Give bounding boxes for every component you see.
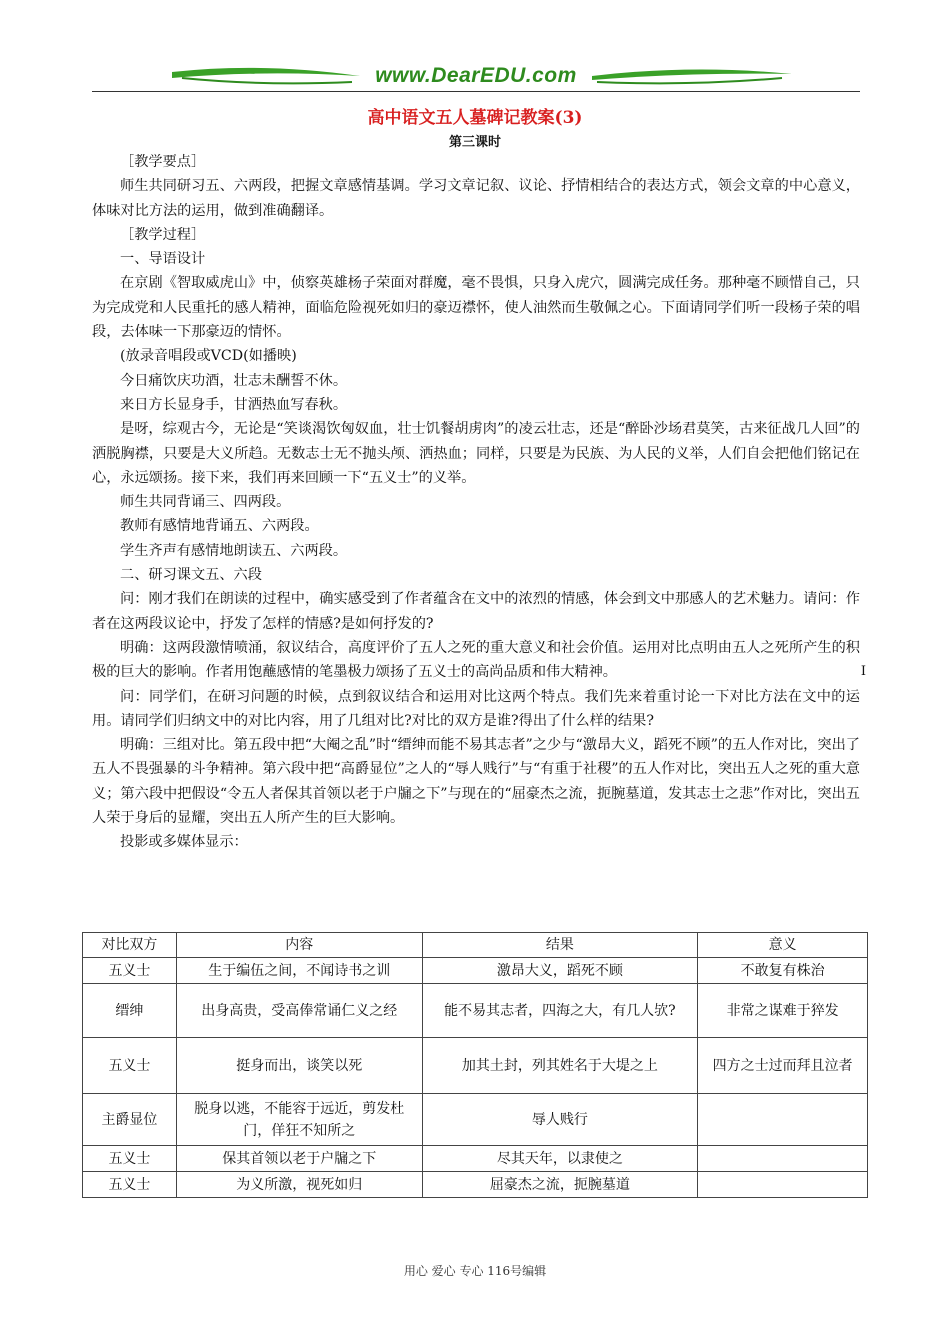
table-cell: 生于编伍之间，不闻诗书之训 [176, 958, 422, 984]
paragraph: 教师有感情地背诵五、六两段。 [120, 518, 319, 535]
paragraph [92, 636, 866, 685]
paragraph-text: 明确：这两段激情喷涌，叙议结合，高度评价了五人之死的重大意义和社会价值。运用对比点明由五人之死所产生的积极的巨大的影响。作者用饱蘸感情的笔墨极力颂扬了五义士的高尚品质和伟大精神。 [92, 639, 860, 681]
table-row [83, 1094, 868, 1146]
table-cell: 五义士 [83, 958, 177, 984]
lesson-body [92, 150, 866, 855]
table-cell: 缙绅 [83, 984, 177, 1038]
table-cell [698, 1172, 868, 1198]
paragraph: 明确：三组对比。第五段中把“大阉之乱”时“缙绅而能不易其志者”之少与“激昂大义，蹈死不顾”的五人作对比，突出了五人不畏强暴的斗争精神。第六段中把“高爵显位”之人的“辱人贱行”与“有重于社稷”的五人作对比，突出五人之死的重大意义；第六段中把假设“令五人者保其首领以老于户牖之下”与现在的“屈豪杰之流，扼腕墓道，发其志士之悲”作对比，突出五人荣于身后的显耀，突出五人所产生的巨大影响。 [92, 737, 860, 827]
table-cell: 五义士 [83, 1146, 177, 1172]
table-cell: 激昂大义，蹈死不顾 [422, 958, 698, 984]
table-cell: 主爵显位 [83, 1094, 177, 1146]
table-row [83, 958, 868, 984]
table-cell: 尽其天年，以隶使之 [422, 1146, 698, 1172]
paragraph: ［教学过程］ [120, 226, 206, 243]
table-cell [698, 1094, 868, 1146]
table-cell [698, 1146, 868, 1172]
paragraph: 问：同学们，在研习问题的时候，点到叙议结合和运用对比这两个特点。我们先来着重讨论一下对比方法在文中的运用。请同学们归纳文中的对比内容，用了几组对比?对比的双方是谁?得出了什么样的结果? [92, 688, 860, 729]
paragraph: 今日痛饮庆功酒，壮志未酬誓不休。 [120, 372, 348, 389]
column-header: 对比双方 [83, 933, 177, 958]
table-cell: 能不易其志者，四海之大，有几人欤? [422, 984, 698, 1038]
table-cell: 为义所激，视死如归 [176, 1172, 422, 1198]
table-row [83, 984, 868, 1038]
paragraph: 师生共同研习五、六两段，把握文章感情基调。学习文章记叙、议论、抒情相结合的表达方式，领会文章的中心意义，体味对比方法的运用，做到准确翻译。 [92, 178, 860, 219]
comparison-table [82, 932, 868, 1198]
paragraph: 师生共同背诵三、四两段。 [120, 494, 291, 511]
page-subtitle: 第三课时 [448, 135, 501, 150]
paragraph: ［教学要点］ [120, 154, 206, 170]
table-header-row [83, 933, 868, 958]
table-cell: 挺身而出，谈笑以死 [176, 1038, 422, 1094]
site-name: www.DearEDU.com [375, 64, 577, 87]
header-rule [92, 91, 860, 92]
page-title: 高中语文五人墓碑记教案(3) [367, 108, 583, 128]
paragraph: 问：刚才我们在朗读的过程中，确实感受到了作者蕴含在文中的浓烈的情感，体会到文中那感人的艺术魅力。请问：作者在这两段议论中，抒发了怎样的情感?是如何抒发的? [92, 591, 860, 632]
table-cell: 非常之谋难于猝发 [698, 984, 868, 1038]
table-cell: 保其首领以老于户牖之下 [176, 1146, 422, 1172]
table-row [83, 1038, 868, 1094]
table-cell: 辱人贱行 [422, 1094, 698, 1146]
margin-mark: I [860, 664, 866, 680]
page-footer: 用心 爱心 专心 116号编辑 [403, 1264, 547, 1278]
paragraph: 在京剧《智取威虎山》中，侦察英雄杨子荣面对群魔，毫不畏惧，只身入虎穴，圆满完成任务。那种毫不顾惜自己，只为完成党和人民重托的感人精神，面临危险视死如归的豪迈襟怀，使人油然而生敬佩之心。下面请同学们听一段杨子荣的唱段，去体味一下那豪迈的情怀。 [92, 275, 860, 341]
table-cell: 不敢复有株治 [698, 958, 868, 984]
table-cell: 脱身以逃，不能容于远近，剪发杜门，佯狂不知所之 [176, 1094, 422, 1146]
column-header: 内容 [176, 933, 422, 958]
paragraph: 来日方长显身手，甘洒热血写春秋。 [120, 396, 348, 413]
paragraph: 投影或多媒体显示： [120, 834, 248, 851]
table-cell: 出身高贵，受高俸常诵仁义之经 [176, 984, 422, 1038]
paragraph: (放录音唱段或VCD(如播映) [120, 348, 297, 365]
column-header: 意义 [698, 933, 868, 958]
site-header-logo [92, 62, 860, 92]
paragraph: 是呀，综观古今，无论是“笑谈渴饮匈奴血，壮士饥餐胡虏肉”的凌云壮志，还是“醉卧沙场君莫笑，古来征战几人回”的洒脱胸襟，只要是大义所趋。无数志士无不抛头颅、洒热血；同样，只要是为民族、为人民的义举，人们自会把他们铭记在心，永远颂扬。接下来，我们再来回顾一下“五义士”的义举。 [92, 421, 860, 486]
table-row [83, 1172, 868, 1198]
table-cell: 五义士 [83, 1172, 177, 1198]
paragraph: 一、导语设计 [120, 251, 206, 268]
paragraph: 二、研习课文五、六段 [120, 567, 262, 584]
table-cell: 四方之士过而拜且泣者 [698, 1038, 868, 1094]
column-header: 结果 [422, 933, 698, 958]
table-cell: 屈豪杰之流，扼腕墓道 [422, 1172, 698, 1198]
paragraph: 学生齐声有感情地朗读五、六两段。 [120, 542, 348, 559]
table-cell: 五义士 [83, 1038, 177, 1094]
table-cell: 加其土封，列其姓名于大堤之上 [422, 1038, 698, 1094]
table-row [83, 1146, 868, 1172]
